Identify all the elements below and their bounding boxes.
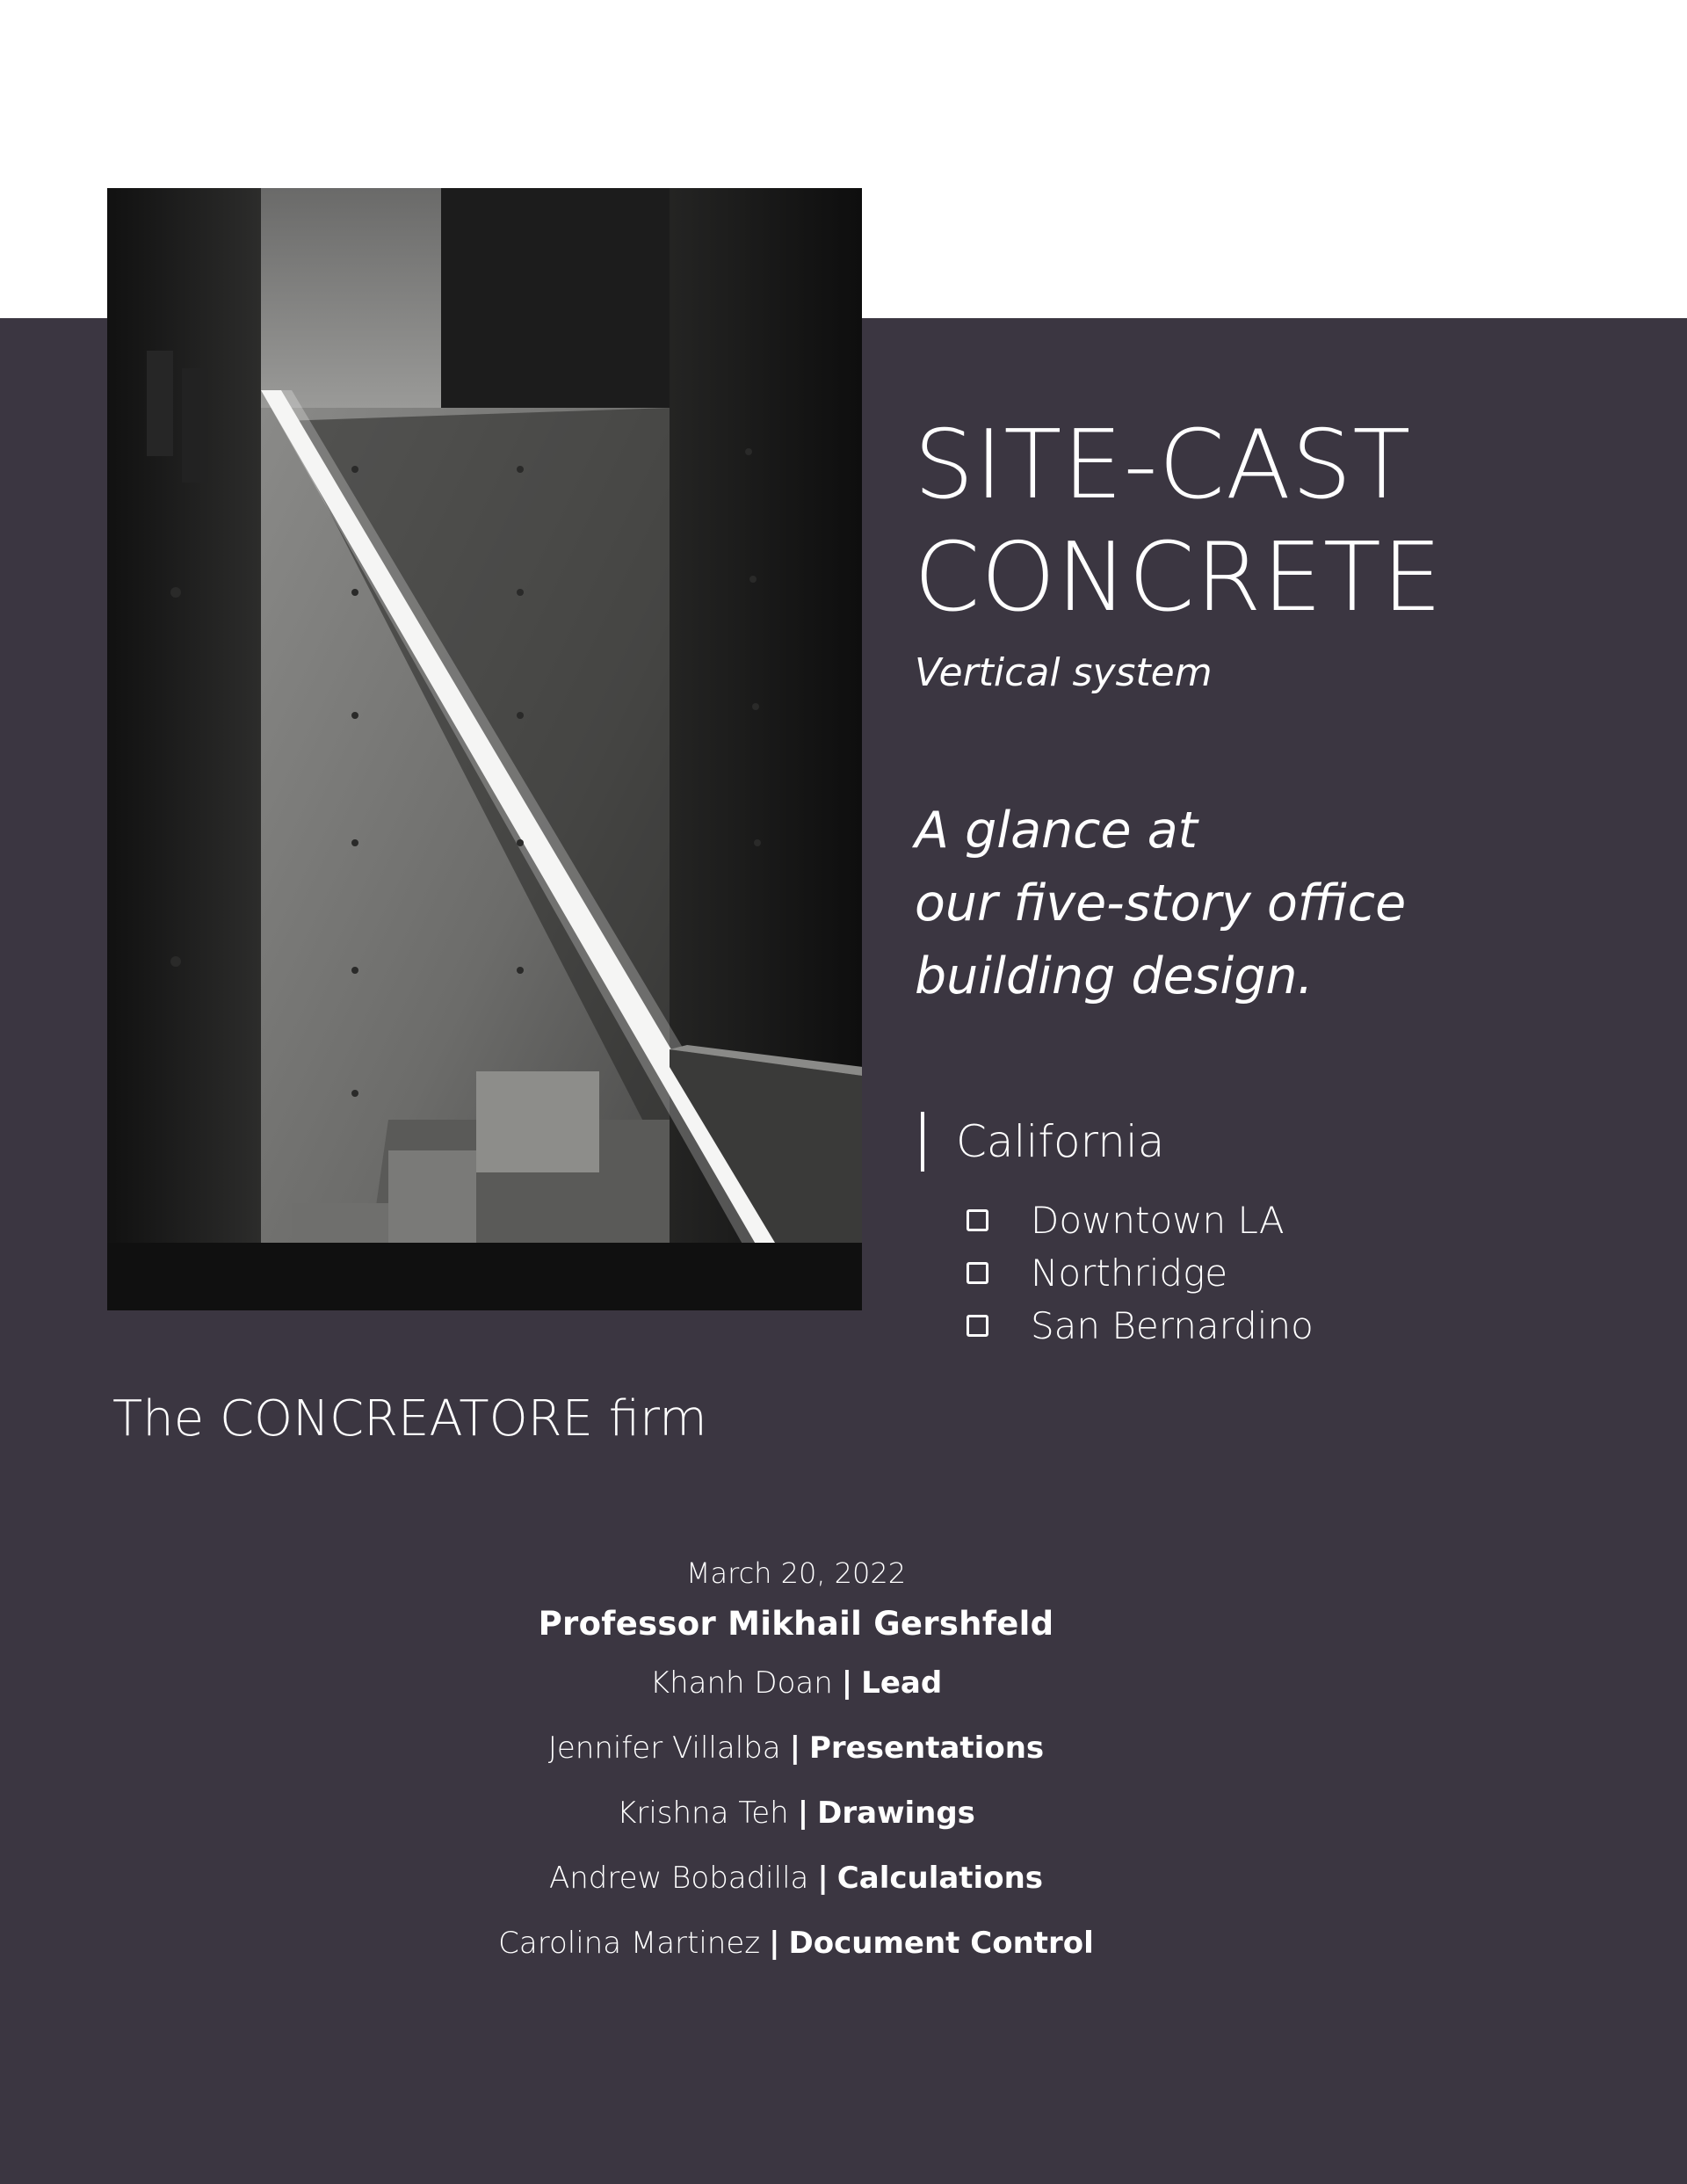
team-member	[0, 1716, 1592, 1781]
location-list	[967, 1194, 1314, 1352]
region-label: California	[956, 1116, 1165, 1167]
checkbox-icon[interactable]	[967, 1315, 988, 1337]
member-name: Khanh Doan	[649, 1665, 833, 1701]
checkbox-icon[interactable]	[967, 1262, 988, 1284]
member-role: Drawings	[817, 1796, 975, 1831]
title-line-2: CONCRETE	[914, 523, 1444, 633]
separator: |	[769, 1926, 780, 1961]
member-name: Jennifer Villalba	[547, 1731, 781, 1766]
credits-block	[0, 1549, 1592, 1976]
region-heading	[921, 1111, 1164, 1172]
member-name: Andrew Bobadilla	[548, 1861, 809, 1896]
separator: |	[797, 1796, 809, 1831]
location-item	[967, 1194, 1314, 1246]
concrete-stairwell-image	[107, 188, 862, 1310]
team-member	[0, 1781, 1592, 1846]
professor-name: Professor Mikhail Gershfeld	[538, 1605, 1054, 1643]
member-role: Presentations	[808, 1731, 1045, 1766]
member-role: Document Control	[788, 1926, 1094, 1961]
team-member	[0, 1651, 1592, 1716]
region-divider-bar	[921, 1112, 924, 1172]
member-role: Calculations	[836, 1861, 1044, 1896]
member-name: Carolina Martinez	[498, 1926, 761, 1961]
location-item	[967, 1246, 1314, 1299]
tagline-line-3: building design.	[915, 947, 1314, 1005]
member-name: Krishna Teh	[617, 1796, 789, 1831]
team-member	[0, 1911, 1592, 1976]
tagline-line-2: our five-story office	[915, 874, 1407, 932]
page-title	[914, 410, 1443, 635]
cover-photo	[107, 188, 862, 1310]
separator: |	[789, 1731, 800, 1766]
team-member	[0, 1846, 1592, 1911]
location-label: San Bernardino	[1031, 1303, 1314, 1347]
tagline	[915, 795, 1635, 1013]
subtitle: Vertical system	[915, 650, 1213, 695]
document-date: March 20, 2022	[685, 1556, 907, 1590]
location-item	[967, 1299, 1314, 1352]
location-label: Northridge	[1031, 1251, 1228, 1295]
separator: |	[841, 1665, 853, 1701]
firm-name: The CONCREATORE firm	[112, 1390, 707, 1448]
separator: |	[817, 1861, 829, 1896]
member-role: Lead	[861, 1665, 943, 1701]
title-line-1: SITE-CAST	[914, 410, 1412, 520]
checkbox-icon[interactable]	[967, 1209, 988, 1231]
location-label: Downtown LA	[1031, 1198, 1285, 1242]
tagline-line-1: A glance at	[915, 802, 1198, 860]
